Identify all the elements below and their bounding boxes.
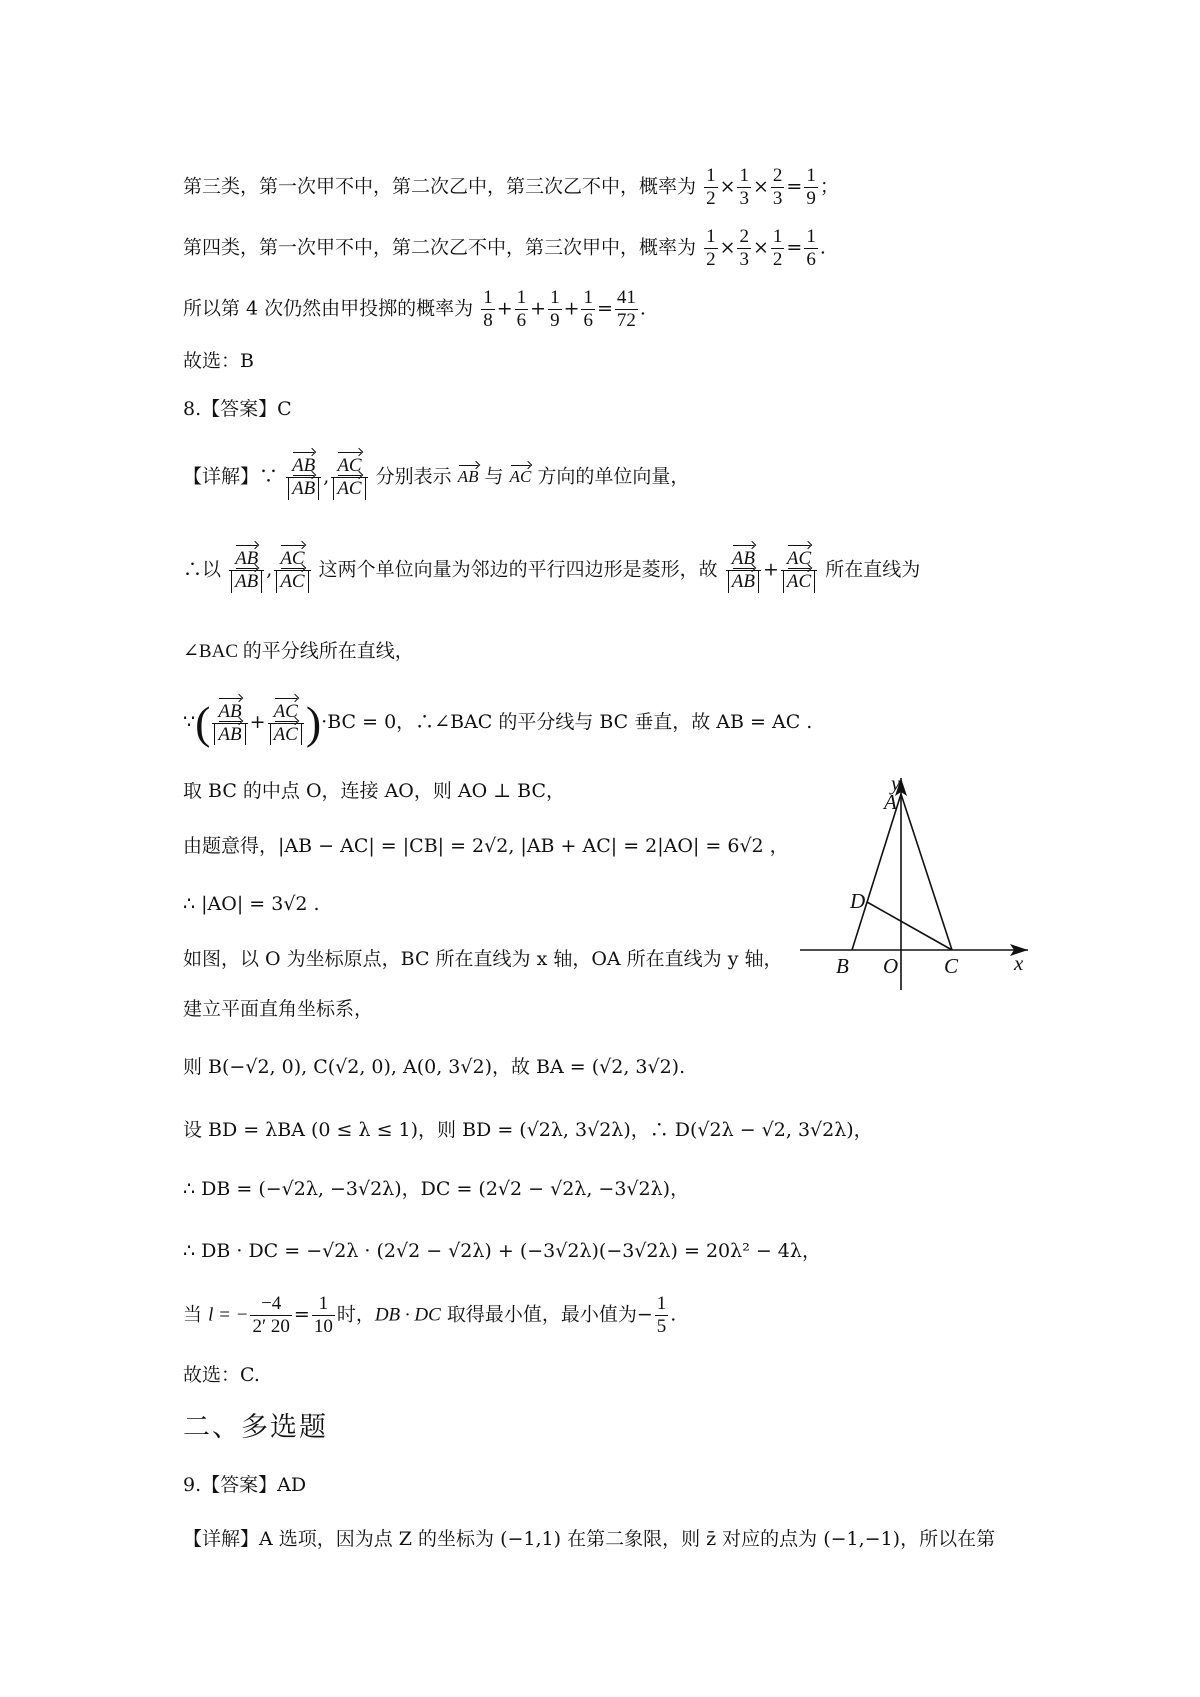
- line-option-a: 【详解】A 选项，因为点 Z 的坐标为 (−1,1) 在第二象限，则 z̄ 对应的点为 (−1,−1)，所以在第: [183, 1528, 996, 1550]
- point-b-label: B: [836, 954, 849, 978]
- point-c-label: C: [944, 954, 959, 978]
- unit-vector-ab: $\frac{AB}{AB}$: [212, 701, 247, 746]
- line-dot-product-zero: ∵( $\frac{AB}{AB}$ + $\frac{AC}{AC}$ )·BC = 0，∴∠BAC 的平分线与 BC 垂直，故 AB = AC .: [183, 697, 813, 748]
- fraction: $\frac{1}{2}$: [772, 226, 783, 270]
- question-8-answer: 8.【答案】C: [183, 398, 292, 420]
- line-dot-product: ∴ DB · DC = −√2λ · (2√2 − √2λ) + (−3√2λ)(−3√2λ) = 20λ² − 4λ，: [183, 1240, 821, 1262]
- section-heading: 二、多选题: [183, 1412, 328, 1443]
- line-total-probability: 所以第 4 次仍然由甲投掷的概率为 $\frac{1}{8}$ + $\frac{1}{6}$ + $\frac{1}{9}$ + $\frac{1}{6}$ = $\frac{41}{72}$ .: [183, 287, 646, 331]
- y-axis-label: y: [891, 771, 901, 795]
- question-9-answer: 9.【答案】AD: [183, 1474, 307, 1496]
- line-rhombus: ∴以 $\frac{AB}{AB}$ , $\frac{AC}{AC}$ 这两个单位向量为邻边的平行四边形是菱形，故 $\frac{AB}{AB}$ + $\frac{AC}{AC}$ 所在直线为: [183, 548, 921, 592]
- point-d-label: D: [850, 889, 866, 913]
- line-coordinates: 则 B(−√2, 0), C(√2, 0), A(0, 3√2)，故 BA = (√2, 3√2).: [183, 1056, 686, 1078]
- unit-vector-ab: $\frac{AB}{AB}$: [726, 548, 761, 593]
- line-coordinate-system: 建立平面直角坐标系，: [183, 998, 374, 1020]
- fraction: $\frac{-4}{2' 20}$: [252, 1293, 290, 1337]
- line-given-lengths: 由题意得，|AB − AC| = |CB| = 2√2, |AB + AC| = 2|AO| = 6√2 ，: [183, 835, 789, 857]
- triangle-figure: [790, 770, 1050, 1000]
- line-unit-vectors: 【详解】∵ $\frac{AB}{AB}$ , $\frac{AC}{AC}$ 分别表示 AB 与 AC 方向的单位向量，: [183, 455, 690, 499]
- unit-vector-ac: $\frac{AC}{AC}$: [781, 548, 817, 593]
- fraction: $\frac{1}{9}$: [550, 287, 560, 331]
- fraction: $\frac{41}{72}$: [616, 287, 636, 331]
- line-db-dc: ∴ DB = (−√2λ, −3√2λ)，DC = (2√2 − √2λ, −3√2λ)，: [183, 1178, 690, 1200]
- line-minimum: 当 l = − $\frac{-4}{2' 20}$ = $\frac{1}{10}$ 时，DB · DC 取得最小值，最小值为− $\frac{1}{5}$ .: [183, 1293, 677, 1337]
- unit-vector-ab: $\frac{AB}{AB}$: [229, 548, 264, 593]
- fraction: $\frac{1}{6}$: [583, 287, 593, 331]
- fraction: $\frac{1}{5}$: [656, 1293, 667, 1337]
- fraction: $\frac{1}{8}$: [483, 287, 493, 331]
- point-o-label: O: [883, 954, 899, 978]
- unit-vector-ab: $\frac{AB}{AB}$: [286, 455, 321, 500]
- answer-choice-b: 故选：B: [183, 350, 254, 372]
- line-angle-bisector: ∠BAC 的平分线所在直线，: [183, 641, 414, 662]
- point-a-label: A: [884, 790, 897, 814]
- unit-vector-ac: $\frac{AC}{AC}$: [274, 548, 310, 593]
- fraction: $\frac{1}{6}$: [516, 287, 527, 331]
- line-ao-length: ∴ |AO| = 3√2 .: [183, 893, 320, 915]
- fraction: $\frac{1}{2}$: [706, 165, 716, 209]
- fraction: $\frac{1}{2}$: [706, 226, 716, 270]
- line-coordinate-setup: 如图，以 O 为坐标原点，BC 所在直线为 x 轴，OA 所在直线为 y 轴，: [183, 948, 783, 970]
- fraction: $\frac{2}{3}$: [739, 226, 749, 270]
- line-case-four: 第四类，第一次甲不中，第二次乙不中，第三次甲中，概率为 $\frac{1}{2}$ × $\frac{2}{3}$ × $\frac{1}{2}$ = $\frac{1}{6}$ .: [183, 226, 826, 270]
- x-axis-label: x: [1014, 951, 1024, 975]
- fraction: $\frac{1}{3}$: [739, 165, 749, 209]
- fraction: $\frac{1}{10}$: [313, 1293, 333, 1337]
- line-midpoint: 取 BC 的中点 O，连接 AO，则 AO ⊥ BC，: [183, 780, 566, 802]
- fraction: $\frac{1}{6}$: [806, 226, 816, 270]
- line-lambda: 设 BD = λBA (0 ≤ λ ≤ 1)，则 BD = (√2λ, 3√2λ)，∴ D(√2λ − √2, 3√2λ)，: [183, 1119, 873, 1141]
- unit-vector-ac: $\frac{AC}{AC}$: [268, 701, 304, 746]
- unit-vector-ac: $\frac{AC}{AC}$: [331, 455, 367, 500]
- answer-choice-c: 故选：C.: [183, 1364, 260, 1386]
- fraction: $\frac{1}{9}$: [806, 165, 816, 209]
- fraction: $\frac{2}{3}$: [772, 165, 783, 209]
- line-case-three: 第三类，第一次甲不中，第二次乙中，第三次乙不中，概率为 $\frac{1}{2}$ × $\frac{1}{3}$ × $\frac{2}{3}$ = $\frac{1}{9}$ ；: [183, 165, 839, 209]
